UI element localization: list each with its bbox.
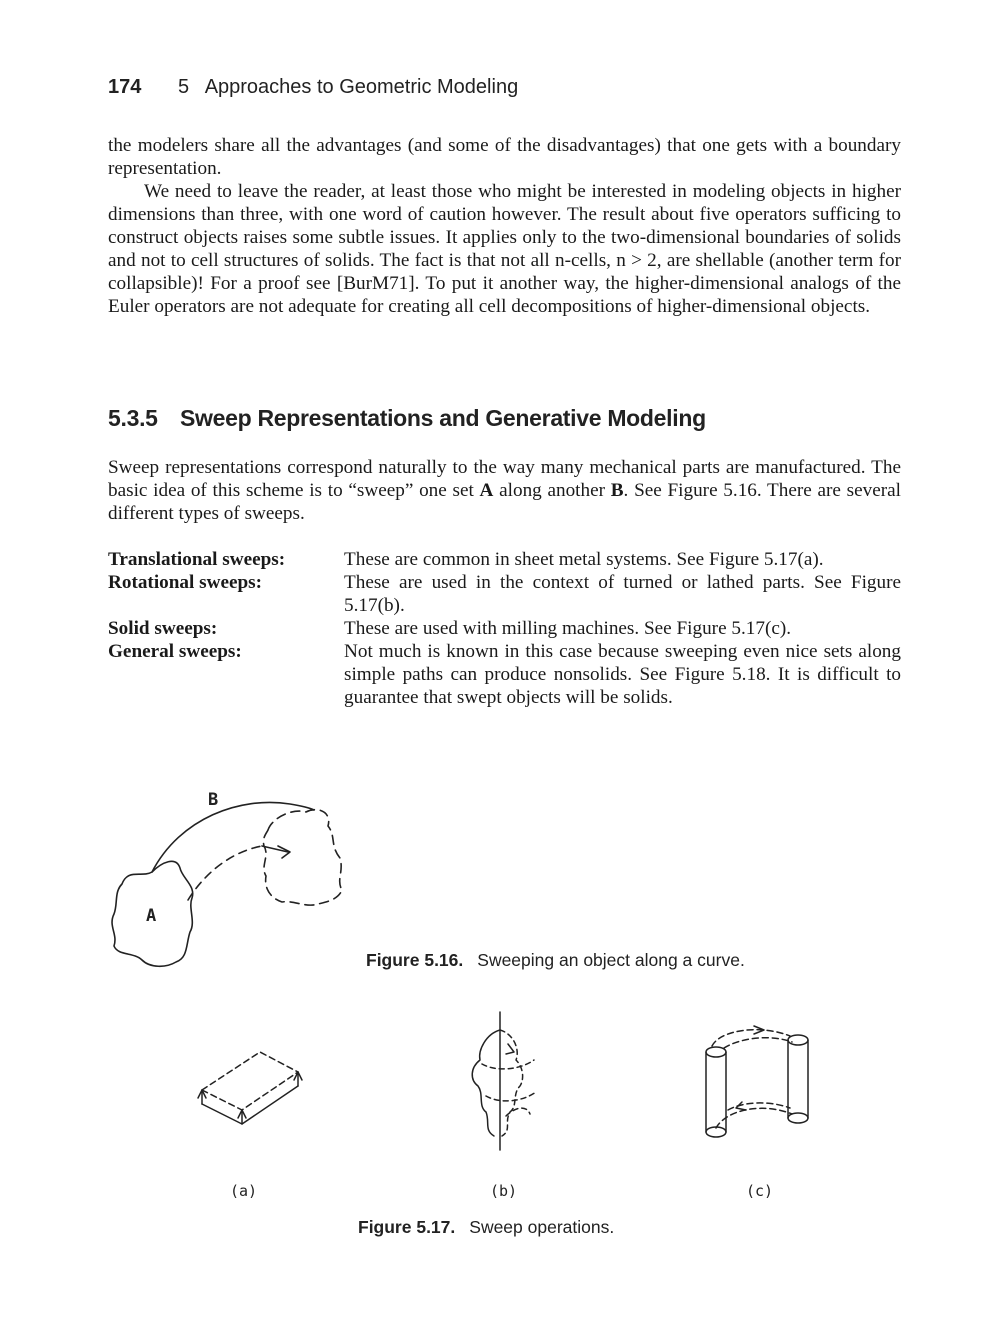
paragraph-continuation: the modelers share all the advantages (and some of the disadvantages) that one gets with a boundary representation. xyxy=(108,135,901,179)
figure-516-caption xyxy=(366,950,745,971)
text-run: Sweep representations correspond naturally to the way many mechanical parts are manufactured. The basic idea of this scheme is to “sweep” one set xyxy=(108,457,901,501)
term-translational: Translational sweeps: xyxy=(108,549,286,570)
text-run: along another xyxy=(493,480,611,501)
figure-label-b: B xyxy=(208,790,219,810)
subfigure-label-c: (c) xyxy=(746,1182,774,1200)
desc-rotational: These are used in the context of turned or lathed parts. See Figure 5.17(b). xyxy=(344,572,901,616)
paragraph-caution: We need to leave the reader, at least those who might be interested in modeling objects in higher dimensions than three, with one word of caution however. The result about five operators sufficing to construct objects raises some subtle issues. It applies only to the two-dimensional boundaries of solids and not to cell structures of solids. The fact is that not all n-cells, n > 2, are shellable (another term for collapsible)! For a proof see [BurM71]. To put it another way, the higher-dimensional analogs of the Euler operators are not adequate for creating all cell decompositions of higher-dimensional objects. xyxy=(108,181,901,317)
set-b-label: B xyxy=(610,480,624,501)
chapter-title: 5 Approaches to Geometric Modeling xyxy=(178,76,519,98)
page-number: 174 xyxy=(108,76,142,98)
caption-text: Sweeping an object along a curve. xyxy=(477,950,745,970)
section-title: Sweep Representations and Generative Modeling xyxy=(180,405,706,431)
section-number: 5.3.5 xyxy=(108,405,158,431)
caption-text: Sweep operations. xyxy=(469,1217,615,1237)
caption-label: Figure 5.17. xyxy=(358,1217,456,1237)
swept-path-dashed xyxy=(188,846,262,900)
term-rotational: Rotational sweeps: xyxy=(108,572,263,593)
blob-copy-dashed xyxy=(263,810,342,905)
curve-b xyxy=(152,802,314,872)
desc-solid: These are used with milling machines. See Figure 5.17(c). xyxy=(344,618,792,639)
figure-517b-drawing xyxy=(472,1012,536,1150)
text-run: . See Figure 5.16. There are several different types of sweeps. xyxy=(108,480,901,524)
figure-517-caption xyxy=(358,1217,614,1238)
figure-label-a: A xyxy=(146,906,157,926)
figure-517a-drawing xyxy=(198,1052,302,1124)
caption-label: Figure 5.16. xyxy=(366,950,464,970)
desc-general: Not much is known in this case because sweeping even nice sets along simple paths can produce nonsolids. See Figure 5.18. It is difficult to guarantee that swept objects will be solids. xyxy=(344,641,901,708)
term-general: General sweeps: xyxy=(108,641,242,662)
subfigure-label-a: (a) xyxy=(230,1182,258,1200)
figure-517c-drawing xyxy=(706,1026,808,1137)
set-a-label: A xyxy=(479,480,494,501)
desc-translational: These are common in sheet metal systems. See Figure 5.17(a). xyxy=(344,549,824,570)
subfigure-label-b: (b) xyxy=(490,1182,518,1200)
term-solid: Solid sweeps: xyxy=(108,618,218,639)
